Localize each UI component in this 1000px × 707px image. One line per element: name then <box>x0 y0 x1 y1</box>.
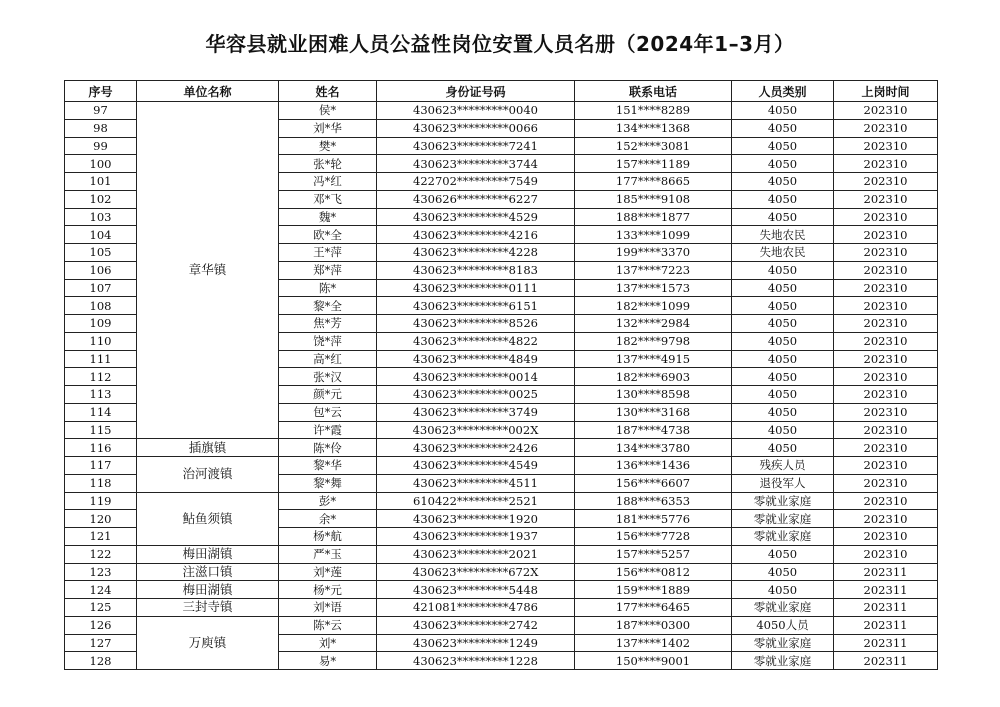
cell-no: 98 <box>65 119 137 137</box>
cell-unit: 万庾镇 <box>137 616 279 669</box>
cell-type: 4050 <box>732 386 834 404</box>
cell-type: 零就业家庭 <box>732 634 834 652</box>
table-row <box>65 599 938 617</box>
cell-id: 430623*********4822 <box>377 332 575 350</box>
cell-type: 4050 <box>732 315 834 333</box>
cell-no: 124 <box>65 581 137 599</box>
cell-unit: 注滋口镇 <box>137 563 279 581</box>
cell-unit: 鲇鱼须镇 <box>137 492 279 545</box>
cell-id: 430626*********6227 <box>377 190 575 208</box>
cell-id: 430623*********4849 <box>377 350 575 368</box>
cell-start: 202310 <box>834 332 938 350</box>
table-row <box>65 581 938 599</box>
cell-phone: 137****4915 <box>575 350 732 368</box>
cell-start: 202310 <box>834 421 938 439</box>
cell-phone: 182****1099 <box>575 297 732 315</box>
cell-id: 430623*********7241 <box>377 137 575 155</box>
cell-start: 202310 <box>834 137 938 155</box>
cell-name: 颜*元 <box>279 386 377 404</box>
cell-type: 4050 <box>732 545 834 563</box>
cell-id: 430623*********3744 <box>377 155 575 173</box>
cell-no: 110 <box>65 332 137 350</box>
table-row <box>65 102 938 120</box>
cell-phone: 187****4738 <box>575 421 732 439</box>
cell-phone: 151****8289 <box>575 102 732 120</box>
cell-id: 430623*********4228 <box>377 244 575 262</box>
cell-phone: 188****6353 <box>575 492 732 510</box>
cell-id: 422702*********7549 <box>377 173 575 191</box>
cell-type: 4050 <box>732 563 834 581</box>
cell-no: 123 <box>65 563 137 581</box>
table-row <box>65 616 938 634</box>
col-header-type: 人员类别 <box>732 81 834 102</box>
cell-name: 魏* <box>279 208 377 226</box>
cell-id: 421081*********4786 <box>377 599 575 617</box>
col-header-no: 序号 <box>65 81 137 102</box>
cell-no: 99 <box>65 137 137 155</box>
cell-phone: 137****7223 <box>575 261 732 279</box>
cell-name: 黎*舞 <box>279 474 377 492</box>
table-row <box>65 492 938 510</box>
cell-type: 4050 <box>732 297 834 315</box>
cell-phone: 156****7728 <box>575 528 732 546</box>
cell-phone: 199****3370 <box>575 244 732 262</box>
cell-no: 122 <box>65 545 137 563</box>
cell-type: 4050 <box>732 350 834 368</box>
cell-name: 陈*云 <box>279 616 377 634</box>
cell-phone: 159****1889 <box>575 581 732 599</box>
cell-id: 430623*********2742 <box>377 616 575 634</box>
cell-name: 包*云 <box>279 403 377 421</box>
cell-id: 430623*********4529 <box>377 208 575 226</box>
cell-type: 失地农民 <box>732 244 834 262</box>
cell-start: 202310 <box>834 403 938 421</box>
cell-phone: 133****1099 <box>575 226 732 244</box>
cell-no: 109 <box>65 315 137 333</box>
cell-name: 高*红 <box>279 350 377 368</box>
cell-type: 4050 <box>732 102 834 120</box>
cell-start: 202311 <box>834 634 938 652</box>
cell-start: 202310 <box>834 474 938 492</box>
cell-phone: 136****1436 <box>575 457 732 475</box>
col-header-start: 上岗时间 <box>834 81 938 102</box>
table-row <box>65 563 938 581</box>
cell-type: 4050 <box>732 155 834 173</box>
cell-id: 430623*********6151 <box>377 297 575 315</box>
cell-start: 202310 <box>834 279 938 297</box>
cell-name: 张*轮 <box>279 155 377 173</box>
cell-id: 430623*********0040 <box>377 102 575 120</box>
cell-start: 202310 <box>834 510 938 528</box>
cell-name: 王*萍 <box>279 244 377 262</box>
cell-type: 零就业家庭 <box>732 528 834 546</box>
cell-start: 202311 <box>834 581 938 599</box>
cell-phone: 182****6903 <box>575 368 732 386</box>
cell-no: 115 <box>65 421 137 439</box>
cell-start: 202310 <box>834 386 938 404</box>
cell-start: 202310 <box>834 190 938 208</box>
cell-no: 111 <box>65 350 137 368</box>
cell-start: 202310 <box>834 368 938 386</box>
cell-no: 112 <box>65 368 137 386</box>
cell-id: 430623*********1228 <box>377 652 575 670</box>
cell-phone: 156****0812 <box>575 563 732 581</box>
cell-unit: 梅田湖镇 <box>137 545 279 563</box>
cell-type: 零就业家庭 <box>732 492 834 510</box>
cell-no: 103 <box>65 208 137 226</box>
cell-type: 4050 <box>732 173 834 191</box>
cell-id: 430623*********0111 <box>377 279 575 297</box>
cell-id: 430623*********8183 <box>377 261 575 279</box>
cell-start: 202310 <box>834 119 938 137</box>
cell-no: 118 <box>65 474 137 492</box>
cell-id: 430623*********2021 <box>377 545 575 563</box>
cell-phone: 187****0300 <box>575 616 732 634</box>
cell-type: 4050 <box>732 119 834 137</box>
cell-name: 许*霞 <box>279 421 377 439</box>
cell-no: 127 <box>65 634 137 652</box>
cell-no: 101 <box>65 173 137 191</box>
cell-id: 430623*********0066 <box>377 119 575 137</box>
cell-phone: 157****1189 <box>575 155 732 173</box>
cell-no: 114 <box>65 403 137 421</box>
table-row <box>65 439 938 457</box>
cell-name: 刘* <box>279 634 377 652</box>
cell-start: 202310 <box>834 261 938 279</box>
cell-phone: 185****9108 <box>575 190 732 208</box>
cell-no: 97 <box>65 102 137 120</box>
page-title: 华容县就业困难人员公益性岗位安置人员名册（2024年1–3月） <box>205 32 795 56</box>
cell-name: 樊* <box>279 137 377 155</box>
col-header-name: 姓名 <box>279 81 377 102</box>
cell-name: 彭* <box>279 492 377 510</box>
cell-start: 202310 <box>834 439 938 457</box>
cell-no: 104 <box>65 226 137 244</box>
col-header-phone: 联系电话 <box>575 81 732 102</box>
cell-phone: 177****6465 <box>575 599 732 617</box>
table-row <box>65 545 938 563</box>
cell-start: 202310 <box>834 457 938 475</box>
cell-no: 113 <box>65 386 137 404</box>
cell-start: 202311 <box>834 616 938 634</box>
cell-phone: 181****5776 <box>575 510 732 528</box>
cell-name: 刘*莲 <box>279 563 377 581</box>
cell-no: 120 <box>65 510 137 528</box>
cell-type: 4050 <box>732 403 834 421</box>
cell-type: 4050人员 <box>732 616 834 634</box>
cell-type: 4050 <box>732 332 834 350</box>
cell-phone: 150****9001 <box>575 652 732 670</box>
cell-name: 杨*元 <box>279 581 377 599</box>
cell-start: 202310 <box>834 244 938 262</box>
cell-phone: 130****3168 <box>575 403 732 421</box>
cell-start: 202310 <box>834 492 938 510</box>
cell-id: 430623*********4216 <box>377 226 575 244</box>
cell-start: 202310 <box>834 102 938 120</box>
cell-id: 430623*********4511 <box>377 474 575 492</box>
cell-start: 202310 <box>834 545 938 563</box>
cell-type: 零就业家庭 <box>732 652 834 670</box>
cell-type: 4050 <box>732 439 834 457</box>
cell-name: 欧*全 <box>279 226 377 244</box>
cell-phone: 182****9798 <box>575 332 732 350</box>
cell-start: 202310 <box>834 315 938 333</box>
cell-no: 102 <box>65 190 137 208</box>
cell-unit: 三封寺镇 <box>137 599 279 617</box>
cell-name: 黎*全 <box>279 297 377 315</box>
cell-id: 430623*********3749 <box>377 403 575 421</box>
cell-name: 余* <box>279 510 377 528</box>
cell-type: 零就业家庭 <box>732 510 834 528</box>
cell-name: 冯*红 <box>279 173 377 191</box>
cell-start: 202310 <box>834 226 938 244</box>
cell-phone: 157****5257 <box>575 545 732 563</box>
cell-type: 4050 <box>732 208 834 226</box>
cell-id: 430623*********1249 <box>377 634 575 652</box>
cell-no: 125 <box>65 599 137 617</box>
roster-table <box>64 80 938 670</box>
roster-body <box>65 102 938 670</box>
cell-name: 陈* <box>279 279 377 297</box>
col-header-id: 身份证号码 <box>377 81 575 102</box>
cell-phone: 130****8598 <box>575 386 732 404</box>
cell-type: 零就业家庭 <box>732 599 834 617</box>
cell-name: 陈*伶 <box>279 439 377 457</box>
cell-unit: 插旗镇 <box>137 439 279 457</box>
cell-start: 202311 <box>834 599 938 617</box>
cell-type: 4050 <box>732 261 834 279</box>
cell-start: 202310 <box>834 297 938 315</box>
cell-type: 失地农民 <box>732 226 834 244</box>
cell-id: 430623*********1920 <box>377 510 575 528</box>
cell-no: 126 <box>65 616 137 634</box>
cell-type: 4050 <box>732 279 834 297</box>
cell-id: 430623*********672X <box>377 563 575 581</box>
cell-unit: 章华镇 <box>137 102 279 439</box>
cell-id: 430623*********0025 <box>377 386 575 404</box>
cell-name: 张*汉 <box>279 368 377 386</box>
cell-no: 128 <box>65 652 137 670</box>
cell-name: 杨*航 <box>279 528 377 546</box>
cell-unit: 治河渡镇 <box>137 457 279 493</box>
cell-no: 121 <box>65 528 137 546</box>
cell-name: 刘*华 <box>279 119 377 137</box>
cell-id: 430623*********4549 <box>377 457 575 475</box>
cell-phone: 156****6607 <box>575 474 732 492</box>
cell-no: 116 <box>65 439 137 457</box>
col-header-unit: 单位名称 <box>137 81 279 102</box>
cell-id: 430623*********8526 <box>377 315 575 333</box>
cell-name: 郑*萍 <box>279 261 377 279</box>
cell-no: 108 <box>65 297 137 315</box>
cell-id: 430623*********002X <box>377 421 575 439</box>
header-row <box>65 81 938 102</box>
cell-id: 430623*********5448 <box>377 581 575 599</box>
cell-phone: 134****1368 <box>575 119 732 137</box>
cell-no: 106 <box>65 261 137 279</box>
cell-no: 107 <box>65 279 137 297</box>
cell-no: 105 <box>65 244 137 262</box>
cell-name: 饶*萍 <box>279 332 377 350</box>
cell-name: 黎*华 <box>279 457 377 475</box>
cell-id: 430623*********0014 <box>377 368 575 386</box>
cell-id: 610422*********2521 <box>377 492 575 510</box>
cell-phone: 132****2984 <box>575 315 732 333</box>
cell-start: 202310 <box>834 208 938 226</box>
cell-type: 4050 <box>732 190 834 208</box>
cell-phone: 134****3780 <box>575 439 732 457</box>
cell-type: 4050 <box>732 368 834 386</box>
cell-phone: 137****1402 <box>575 634 732 652</box>
cell-name: 焦*芳 <box>279 315 377 333</box>
table-row <box>65 457 938 475</box>
cell-start: 202310 <box>834 173 938 191</box>
cell-start: 202311 <box>834 652 938 670</box>
cell-id: 430623*********1937 <box>377 528 575 546</box>
cell-start: 202310 <box>834 350 938 368</box>
cell-name: 易* <box>279 652 377 670</box>
cell-start: 202311 <box>834 563 938 581</box>
cell-type: 4050 <box>732 581 834 599</box>
cell-phone: 152****3081 <box>575 137 732 155</box>
cell-no: 100 <box>65 155 137 173</box>
cell-name: 邓*飞 <box>279 190 377 208</box>
cell-name: 侯* <box>279 102 377 120</box>
cell-phone: 177****8665 <box>575 173 732 191</box>
cell-name: 严*玉 <box>279 545 377 563</box>
cell-phone: 137****1573 <box>575 279 732 297</box>
cell-type: 4050 <box>732 137 834 155</box>
cell-name: 刘*语 <box>279 599 377 617</box>
cell-no: 119 <box>65 492 137 510</box>
cell-type: 残疾人员 <box>732 457 834 475</box>
cell-start: 202310 <box>834 155 938 173</box>
cell-id: 430623*********2426 <box>377 439 575 457</box>
cell-unit: 梅田湖镇 <box>137 581 279 599</box>
cell-start: 202310 <box>834 528 938 546</box>
cell-phone: 188****1877 <box>575 208 732 226</box>
cell-type: 4050 <box>732 421 834 439</box>
cell-no: 117 <box>65 457 137 475</box>
cell-type: 退役军人 <box>732 474 834 492</box>
